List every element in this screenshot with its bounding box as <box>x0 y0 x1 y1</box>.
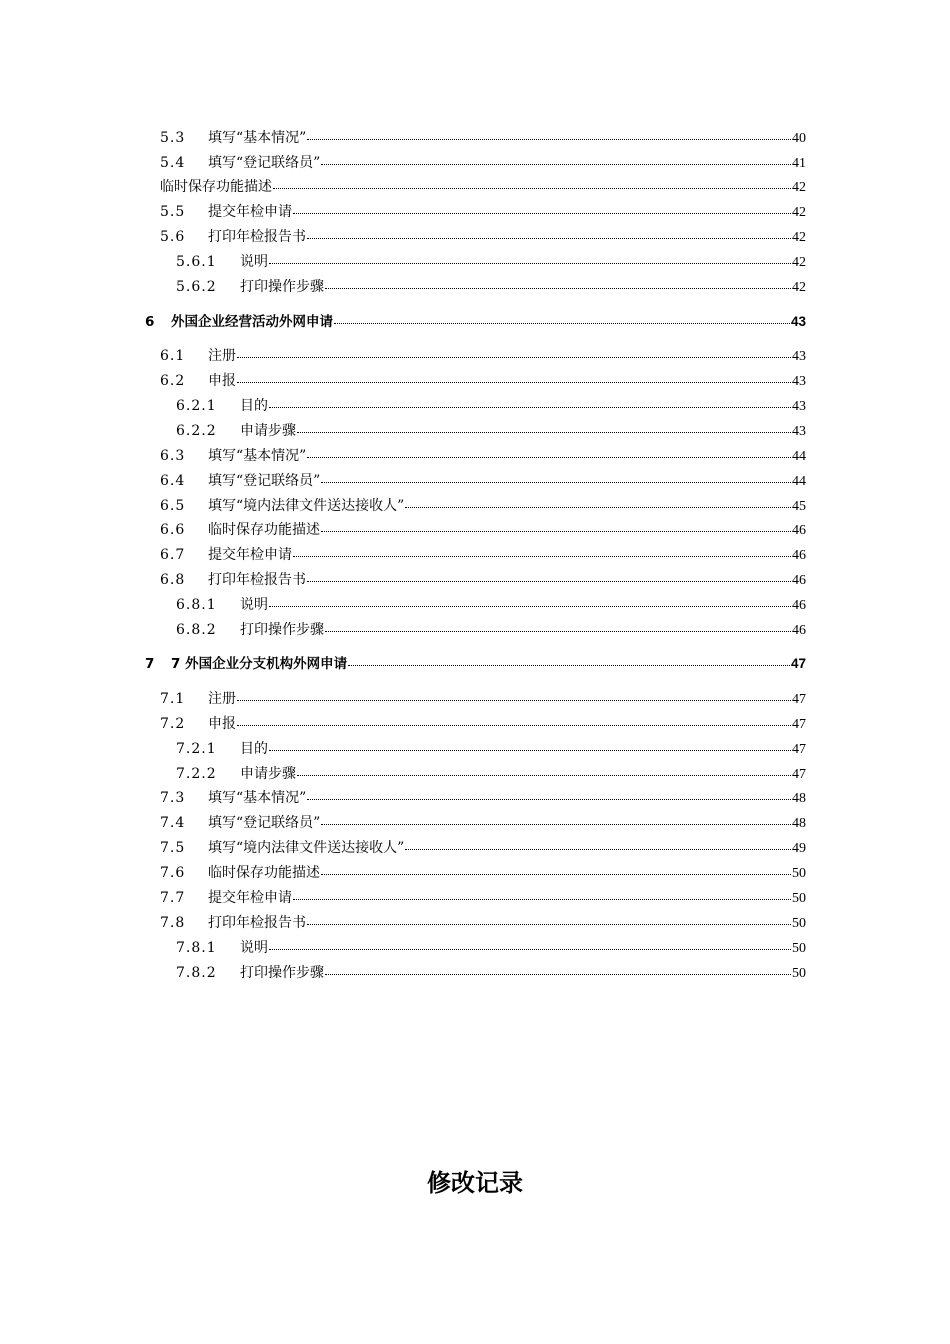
toc-entry-title: 注册 <box>208 691 236 707</box>
toc-entry-page-number: 50 <box>792 941 806 956</box>
toc-entry-page-number: 50 <box>792 866 806 881</box>
toc-entry-number: 6.5 <box>160 498 186 514</box>
toc-dot-leader <box>405 848 791 850</box>
toc-entry-page-number: 43 <box>792 399 806 414</box>
toc-dot-leader <box>307 138 791 140</box>
toc-entry-title: 说明 <box>240 597 268 613</box>
toc-entry-title: 打印年检报告书 <box>208 229 306 245</box>
toc-entry-number: 6.2.1 <box>176 398 217 414</box>
toc-entry-title: 外国企业经营活动外网申请 <box>171 314 333 330</box>
toc-entry-page-number: 47 <box>792 717 806 732</box>
toc-dot-leader <box>269 749 791 751</box>
toc-dot-leader <box>307 580 791 582</box>
toc-entry-page-number: 40 <box>792 131 806 146</box>
toc-entry[interactable] <box>176 278 806 297</box>
toc-entry[interactable] <box>160 472 806 491</box>
toc-entry-title: 提交年检申请 <box>208 547 292 563</box>
toc-dot-leader <box>321 163 791 165</box>
toc-entry[interactable] <box>160 715 806 734</box>
toc-entry-title: 填写“基本情况” <box>208 448 307 464</box>
toc-entry-number: 6.8.2 <box>176 622 217 638</box>
toc-entry-number: 7.6 <box>160 865 186 881</box>
toc-entry-number: 6.2.2 <box>176 423 217 439</box>
toc-entry[interactable] <box>160 546 806 565</box>
toc-entry[interactable] <box>160 690 806 709</box>
toc-entry-number: 5.6 <box>160 229 186 245</box>
toc-dot-leader <box>293 212 791 214</box>
toc-entry-number: 7.2.2 <box>176 766 217 782</box>
toc-entry-number: 6.3 <box>160 448 186 464</box>
toc-entry-title: 临时保存功能描述 <box>208 865 320 881</box>
toc-entry-page-number: 46 <box>792 523 806 538</box>
toc-entry-number: 7.1 <box>160 691 186 707</box>
toc-entry-page-number: 42 <box>792 280 806 295</box>
toc-entry-number: 5.4 <box>160 155 186 171</box>
toc-entry-title: 提交年检申请 <box>208 890 292 906</box>
toc-entry-page-number: 50 <box>792 891 806 906</box>
toc-entry[interactable] <box>160 889 806 908</box>
toc-entry[interactable] <box>160 571 806 590</box>
toc-entry-number: 7.8.1 <box>176 940 217 956</box>
toc-entry[interactable] <box>176 964 806 983</box>
toc-entry-page-number: 42 <box>792 180 806 195</box>
toc-entry-number: 5.3 <box>160 130 186 146</box>
toc-entry-title: 注册 <box>208 348 236 364</box>
toc-entry-page-number: 47 <box>792 767 806 782</box>
toc-entry-page-number: 43 <box>792 374 806 389</box>
toc-entry-title: 7 外国企业分支机构外网申请 <box>171 656 348 672</box>
toc-entry-title: 打印操作步骤 <box>240 622 324 638</box>
toc-dot-leader <box>321 530 791 532</box>
toc-entry-title: 填写“登记联络员” <box>208 473 321 489</box>
toc-entry-title: 临时保存功能描述 <box>208 522 320 538</box>
toc-dot-leader <box>334 322 790 324</box>
toc-entry-title: 说明 <box>240 254 268 270</box>
toc-entry-title: 临时保存功能描述 <box>160 179 272 195</box>
toc-entry-page-number: 47 <box>790 656 806 671</box>
toc-entry-title: 申请步骤 <box>240 766 296 782</box>
toc-entry-page-number: 46 <box>792 598 806 613</box>
toc-entry-title: 目的 <box>240 741 268 757</box>
toc-entry-title: 填写“境内法律文件送达接收人” <box>208 840 405 856</box>
toc-entry-number: 6.2 <box>160 373 186 389</box>
toc-entry-number: 6.8 <box>160 572 186 588</box>
toc-entry[interactable] <box>160 914 806 933</box>
toc-entry-number: 7.2 <box>160 716 186 732</box>
toc-entry[interactable] <box>176 253 806 272</box>
toc-dot-leader <box>237 699 791 701</box>
toc-entry-number: 6.8.1 <box>176 597 217 613</box>
toc-entry-page-number: 42 <box>792 230 806 245</box>
toc-entry[interactable] <box>176 397 806 416</box>
toc-entry-title: 填写“登记联络员” <box>208 815 321 831</box>
toc-entry-page-number: 46 <box>792 573 806 588</box>
toc-entry[interactable] <box>160 347 806 366</box>
toc-entry-page-number: 46 <box>792 548 806 563</box>
toc-dot-leader <box>293 898 791 900</box>
toc-dot-leader <box>269 262 791 264</box>
toc-entry-number: 5.6.1 <box>176 254 217 270</box>
toc-entry-page-number: 41 <box>792 156 806 171</box>
toc-entry-page-number: 46 <box>792 623 806 638</box>
toc-dot-leader <box>269 948 791 950</box>
toc-dot-leader <box>269 406 791 408</box>
toc-entry[interactable] <box>176 621 806 640</box>
toc-entry[interactable] <box>176 939 806 958</box>
revision-history-heading: 修改记录 <box>427 1169 523 1197</box>
toc-dot-leader <box>307 237 791 239</box>
toc-entry-number: 6.6 <box>160 522 186 538</box>
toc-entry-page-number: 42 <box>792 205 806 220</box>
toc-dot-leader <box>325 287 791 289</box>
toc-entry[interactable] <box>160 129 806 148</box>
toc-entry[interactable] <box>160 814 806 833</box>
toc-entry-page-number: 50 <box>792 966 806 981</box>
toc-entry[interactable] <box>160 178 806 197</box>
toc-dot-leader <box>307 456 791 458</box>
toc-dot-leader <box>273 187 791 189</box>
toc-entry[interactable] <box>160 372 806 391</box>
toc-dot-leader <box>307 923 791 925</box>
toc-entry-number: 7.7 <box>160 890 186 906</box>
toc-dot-leader <box>325 630 791 632</box>
toc-dot-leader <box>269 605 791 607</box>
toc-entry[interactable] <box>176 740 806 759</box>
toc-dot-leader <box>405 506 791 508</box>
toc-entry-page-number: 44 <box>792 449 806 464</box>
toc-entry-title: 申请步骤 <box>240 423 296 439</box>
toc-entry-page-number: 50 <box>792 916 806 931</box>
toc-entry[interactable] <box>160 789 806 808</box>
toc-entry[interactable] <box>145 313 806 331</box>
toc-entry-page-number: 45 <box>792 499 806 514</box>
toc-dot-leader <box>325 973 791 975</box>
toc-entry-title: 申报 <box>208 373 236 389</box>
toc-entry-title: 说明 <box>240 940 268 956</box>
toc-dot-leader <box>237 356 791 358</box>
toc-entry-number: 5.5 <box>160 204 186 220</box>
toc-entry[interactable] <box>160 521 806 540</box>
toc-entry-number: 7.2.1 <box>176 741 217 757</box>
toc-entry-page-number: 42 <box>792 255 806 270</box>
toc-entry-page-number: 49 <box>792 841 806 856</box>
toc-entry[interactable] <box>160 203 806 222</box>
toc-entry-title: 填写“基本情况” <box>208 130 307 146</box>
toc-entry[interactable] <box>176 422 806 441</box>
toc-entry[interactable] <box>145 655 806 673</box>
toc-entry-title: 提交年检申请 <box>208 204 292 220</box>
toc-dot-leader <box>321 873 791 875</box>
toc-entry[interactable] <box>160 839 806 858</box>
toc-entry-number: 7 <box>145 656 156 672</box>
toc-entry-number: 7.8 <box>160 915 186 931</box>
toc-entry-page-number: 43 <box>792 349 806 364</box>
toc-dot-leader <box>307 798 791 800</box>
toc-entry-page-number: 48 <box>792 816 806 831</box>
toc-dot-leader <box>297 431 791 433</box>
toc-entry-number: 6.4 <box>160 473 186 489</box>
toc-entry-number: 6.1 <box>160 348 186 364</box>
toc-entry[interactable] <box>160 864 806 883</box>
toc-entry-number: 7.4 <box>160 815 186 831</box>
toc-entry-number: 5.6.2 <box>176 279 217 295</box>
toc-entry-title: 打印操作步骤 <box>240 965 324 981</box>
toc-dot-leader <box>321 823 791 825</box>
toc-dot-leader <box>297 774 791 776</box>
toc-entry-title: 打印年检报告书 <box>208 915 306 931</box>
toc-entry[interactable] <box>176 596 806 615</box>
toc-entry-number: 6 <box>145 314 156 330</box>
toc-entry-title: 申报 <box>208 716 236 732</box>
toc-entry-page-number: 44 <box>792 474 806 489</box>
toc-dot-leader <box>348 664 790 666</box>
toc-entry-title: 填写“登记联络员” <box>208 155 321 171</box>
toc-entry-page-number: 47 <box>792 692 806 707</box>
toc-entry-title: 打印年检报告书 <box>208 572 306 588</box>
toc-dot-leader <box>321 481 791 483</box>
toc-entry-page-number: 48 <box>792 791 806 806</box>
toc-entry-page-number: 43 <box>792 424 806 439</box>
toc-entry-title: 填写“境内法律文件送达接收人” <box>208 498 405 514</box>
toc-entry-title: 打印操作步骤 <box>240 279 324 295</box>
toc-entry-title: 目的 <box>240 398 268 414</box>
toc-entry-title: 填写“基本情况” <box>208 790 307 806</box>
toc-entry-number: 7.5 <box>160 840 186 856</box>
toc-entry[interactable] <box>160 154 806 173</box>
toc-entry-page-number: 47 <box>792 742 806 757</box>
toc-dot-leader <box>237 381 791 383</box>
toc-entry-number: 7.3 <box>160 790 186 806</box>
toc-dot-leader <box>293 555 791 557</box>
toc-entry[interactable] <box>160 228 806 247</box>
toc-entry-number: 7.8.2 <box>176 965 217 981</box>
toc-entry[interactable] <box>160 447 806 466</box>
toc-dot-leader <box>237 724 791 726</box>
toc-entry-number: 6.7 <box>160 547 186 563</box>
toc-entry[interactable] <box>160 497 806 516</box>
toc-entry-page-number: 43 <box>790 314 806 329</box>
toc-entry[interactable] <box>176 765 806 784</box>
